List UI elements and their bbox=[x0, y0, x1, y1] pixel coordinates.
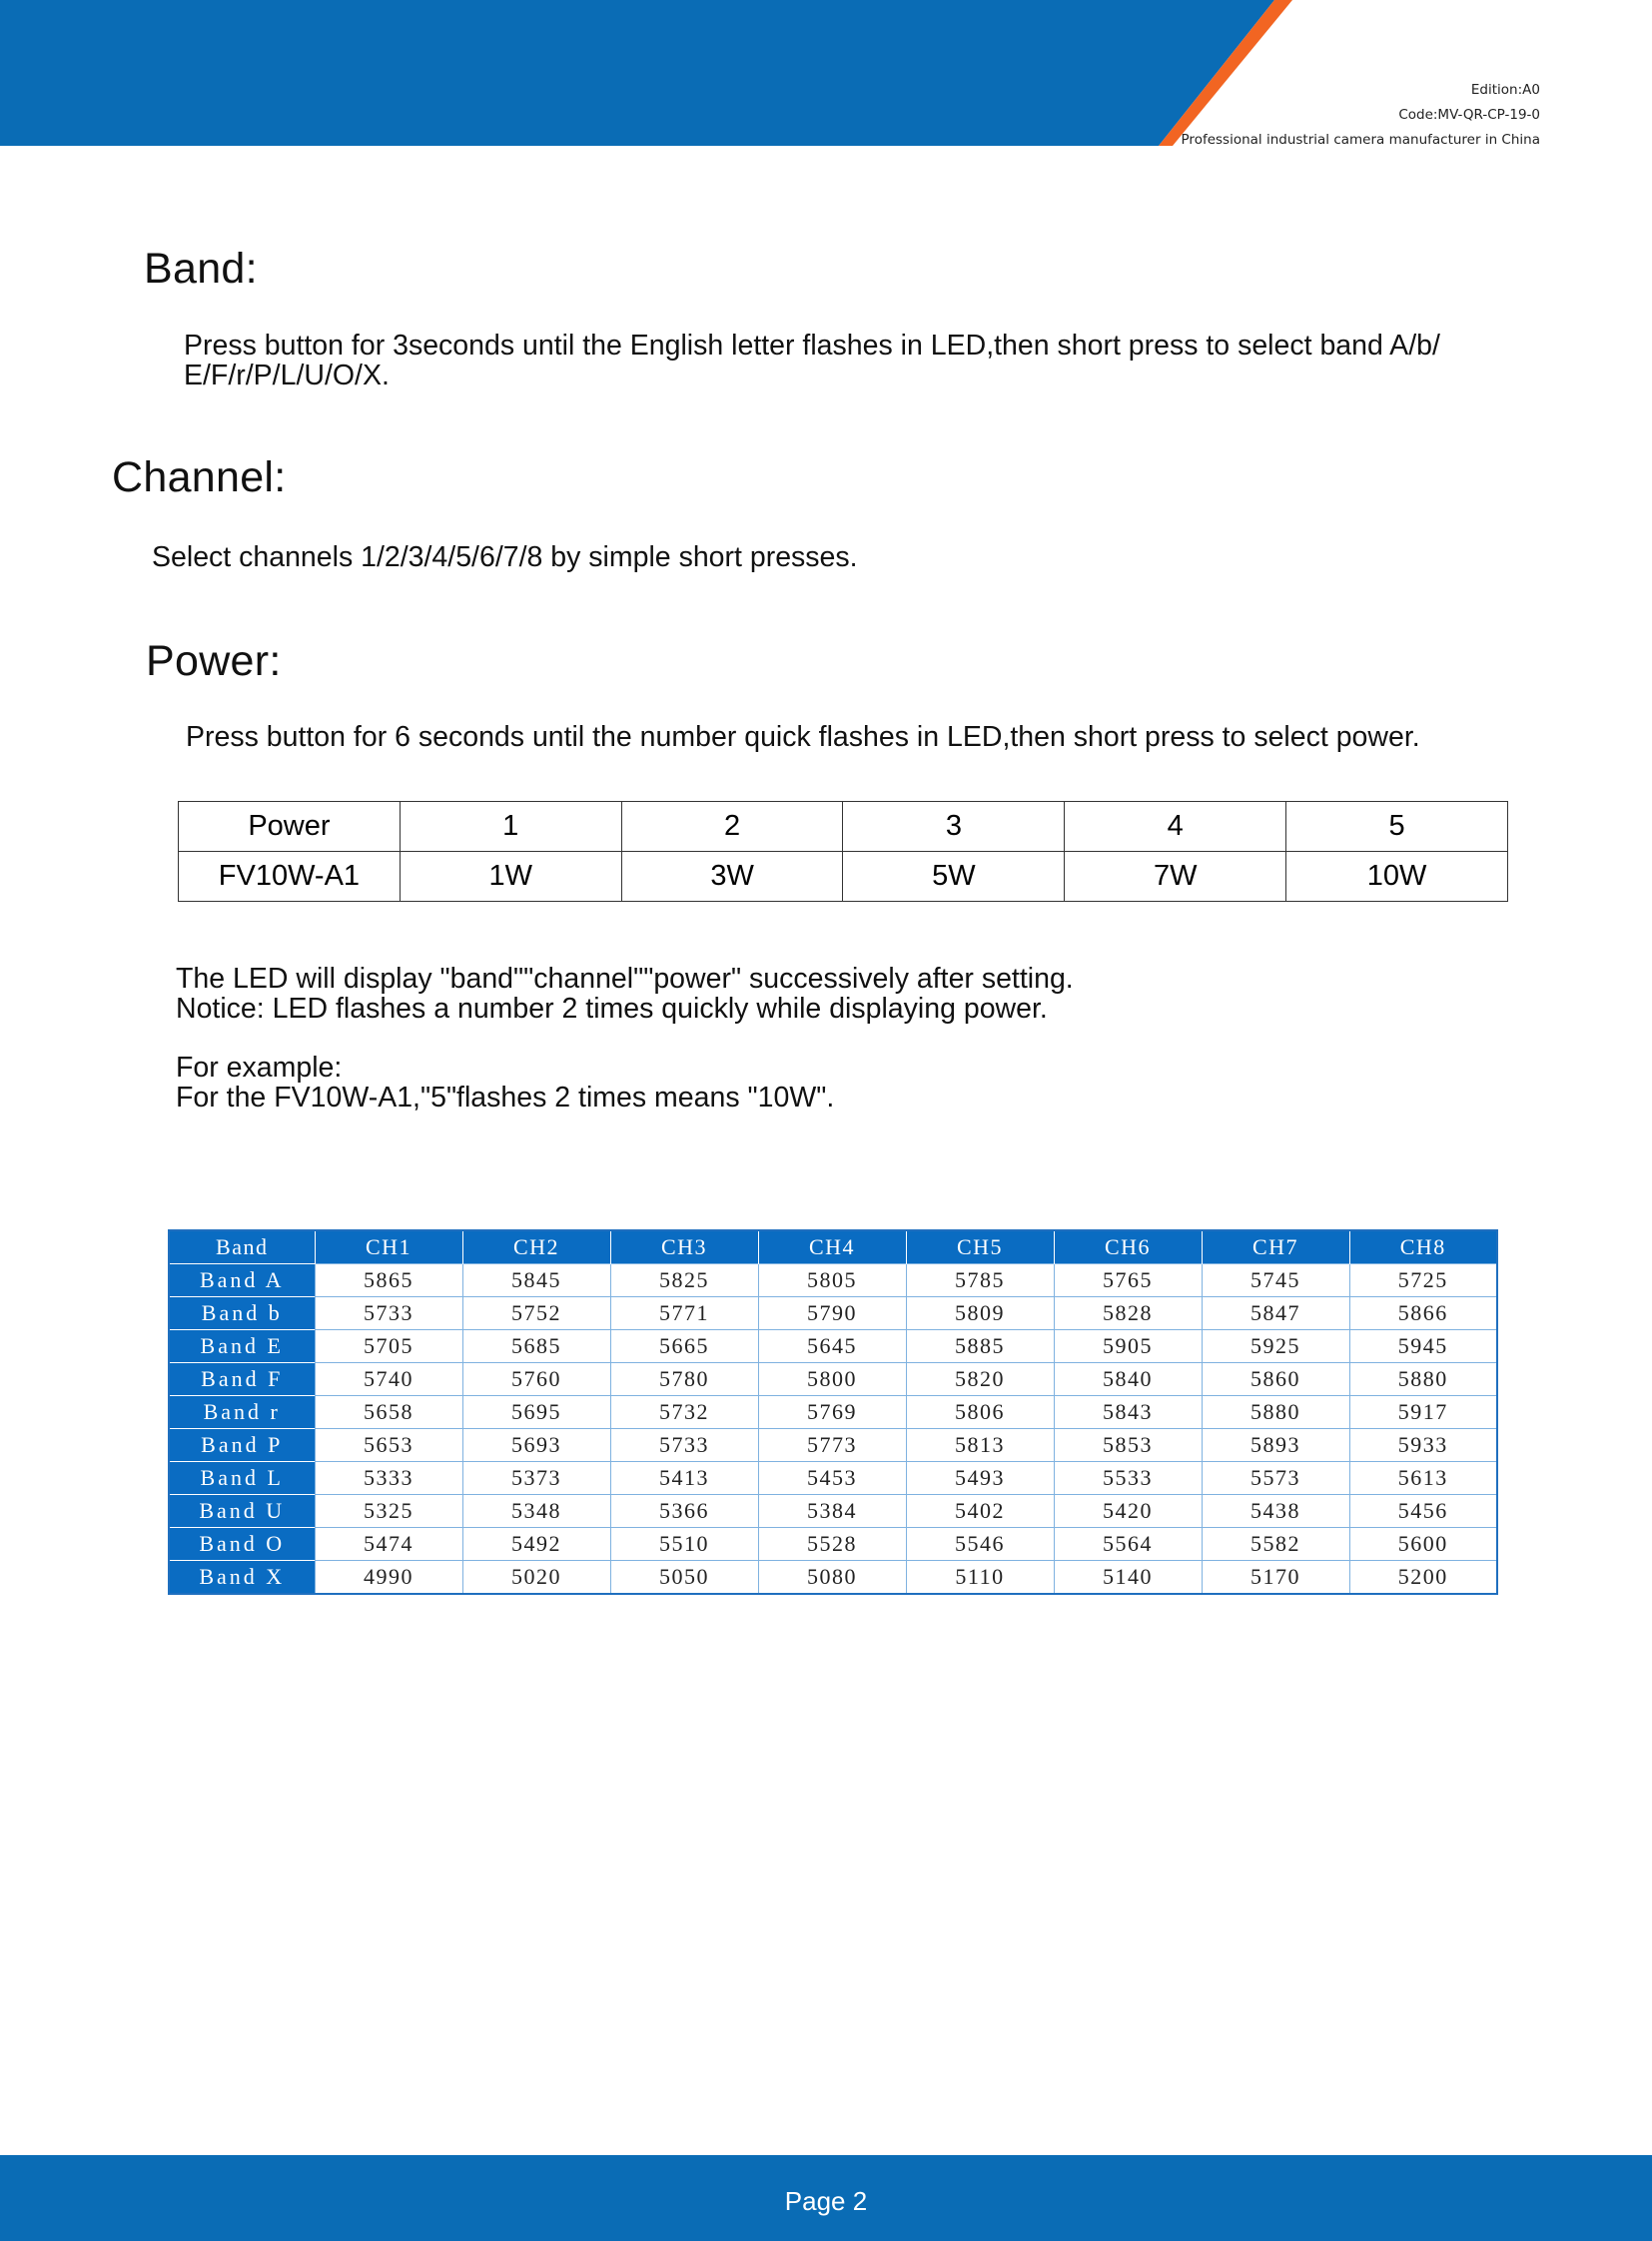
power-table-header-row bbox=[179, 802, 1508, 852]
frequency-cell: 5333 bbox=[315, 1462, 462, 1495]
frequency-cell: 5771 bbox=[610, 1297, 758, 1330]
frequency-cell: 5020 bbox=[462, 1561, 610, 1595]
table-row bbox=[169, 1297, 1497, 1330]
frequency-cell: 5945 bbox=[1349, 1330, 1497, 1363]
table-row bbox=[169, 1396, 1497, 1429]
frequency-cell: 5885 bbox=[906, 1330, 1054, 1363]
channel-instruction: Select channels 1/2/3/4/5/6/7/8 by simple short presses. bbox=[152, 541, 858, 573]
band-label: Band E bbox=[169, 1330, 315, 1363]
note-example-label: For example: bbox=[176, 1052, 343, 1084]
table-row bbox=[169, 1561, 1497, 1595]
frequency-cell: 5769 bbox=[758, 1396, 906, 1429]
frequency-cell: 5893 bbox=[1202, 1429, 1349, 1462]
frequency-cell: 5705 bbox=[315, 1330, 462, 1363]
power-instruction: Press button for 6 seconds until the number quick flashes in LED,then short press to select power. bbox=[186, 721, 1420, 753]
frequency-cell: 5865 bbox=[315, 1264, 462, 1297]
frequency-cell: 5528 bbox=[758, 1528, 906, 1561]
band-instruction-line1: Press button for 3seconds until the English letter flashes in LED,then short press to select band A/b/ bbox=[184, 330, 1440, 362]
channel-column-header: CH6 bbox=[1054, 1230, 1202, 1264]
band-label: Band F bbox=[169, 1363, 315, 1396]
table-row bbox=[169, 1462, 1497, 1495]
frequency-cell: 5453 bbox=[758, 1462, 906, 1495]
frequency-cell: 5685 bbox=[462, 1330, 610, 1363]
power-table-cell: 1 bbox=[400, 802, 621, 852]
frequency-cell: 5493 bbox=[906, 1462, 1054, 1495]
band-label: Band b bbox=[169, 1297, 315, 1330]
frequency-cell: 5847 bbox=[1202, 1297, 1349, 1330]
table-row bbox=[169, 1330, 1497, 1363]
power-table-cell: FV10W-A1 bbox=[179, 852, 401, 902]
band-label: Band O bbox=[169, 1528, 315, 1561]
frequency-cell: 5733 bbox=[315, 1297, 462, 1330]
frequency-cell: 5820 bbox=[906, 1363, 1054, 1396]
power-table-cell: Power bbox=[179, 802, 401, 852]
frequency-cell: 5780 bbox=[610, 1363, 758, 1396]
power-table-cell: 3 bbox=[843, 802, 1065, 852]
edition-label: Edition:A0 bbox=[1470, 82, 1540, 98]
power-table-cell: 5W bbox=[843, 852, 1065, 902]
page-number: Page 2 bbox=[784, 2186, 868, 2216]
channel-column-header: CH1 bbox=[315, 1230, 462, 1264]
table-row bbox=[169, 1429, 1497, 1462]
frequency-cell: 5665 bbox=[610, 1330, 758, 1363]
frequency-cell: 5853 bbox=[1054, 1429, 1202, 1462]
band-label: Band r bbox=[169, 1396, 315, 1429]
band-heading: Band: bbox=[144, 245, 258, 293]
frequency-cell: 5805 bbox=[758, 1264, 906, 1297]
frequency-cell: 5645 bbox=[758, 1330, 906, 1363]
header-blue-shape bbox=[0, 0, 1274, 146]
frequency-cell: 5828 bbox=[1054, 1297, 1202, 1330]
channel-column-header: CH8 bbox=[1349, 1230, 1497, 1264]
frequency-cell: 5860 bbox=[1202, 1363, 1349, 1396]
frequency-cell: 5809 bbox=[906, 1297, 1054, 1330]
frequency-cell: 5492 bbox=[462, 1528, 610, 1561]
band-instruction-line2: E/F/r/P/L/U/O/X. bbox=[184, 360, 390, 391]
frequency-cell: 5384 bbox=[758, 1495, 906, 1528]
frequency-cell: 5402 bbox=[906, 1495, 1054, 1528]
band-label: Band U bbox=[169, 1495, 315, 1528]
band-label: Band P bbox=[169, 1429, 315, 1462]
frequency-cell: 5806 bbox=[906, 1396, 1054, 1429]
document-code: Code:MV-QR-CP-19-0 bbox=[1398, 107, 1540, 123]
note-flash-notice: Notice: LED flashes a number 2 times quickly while displaying power. bbox=[176, 993, 1048, 1025]
band-label: Band X bbox=[169, 1561, 315, 1595]
table-row bbox=[169, 1528, 1497, 1561]
frequency-cell: 5925 bbox=[1202, 1330, 1349, 1363]
frequency-cell: 5564 bbox=[1054, 1528, 1202, 1561]
frequency-cell: 5413 bbox=[610, 1462, 758, 1495]
frequency-cell: 5474 bbox=[315, 1528, 462, 1561]
band-label: Band A bbox=[169, 1264, 315, 1297]
power-table-cell: 1W bbox=[400, 852, 621, 902]
channel-frequency-table bbox=[168, 1229, 1498, 1595]
power-heading: Power: bbox=[146, 637, 282, 685]
frequency-cell: 5140 bbox=[1054, 1561, 1202, 1595]
frequency-cell: 5725 bbox=[1349, 1264, 1497, 1297]
power-table-row bbox=[179, 852, 1508, 902]
frequency-cell: 5653 bbox=[315, 1429, 462, 1462]
frequency-cell: 5843 bbox=[1054, 1396, 1202, 1429]
power-table-cell: 7W bbox=[1065, 852, 1286, 902]
frequency-cell: 5110 bbox=[906, 1561, 1054, 1595]
frequency-cell: 5658 bbox=[315, 1396, 462, 1429]
note-display-sequence: The LED will display "band""channel""power" successively after setting. bbox=[176, 963, 1074, 995]
power-table bbox=[178, 801, 1508, 902]
frequency-cell: 5800 bbox=[758, 1363, 906, 1396]
frequency-cell: 5933 bbox=[1349, 1429, 1497, 1462]
channel-column-header: CH2 bbox=[462, 1230, 610, 1264]
power-table-cell: 2 bbox=[621, 802, 843, 852]
frequency-cell: 5740 bbox=[315, 1363, 462, 1396]
frequency-cell: 5438 bbox=[1202, 1495, 1349, 1528]
frequency-cell: 5905 bbox=[1054, 1330, 1202, 1363]
frequency-cell: 5733 bbox=[610, 1429, 758, 1462]
channel-column-header: CH7 bbox=[1202, 1230, 1349, 1264]
frequency-cell: 5348 bbox=[462, 1495, 610, 1528]
frequency-cell: 5546 bbox=[906, 1528, 1054, 1561]
frequency-cell: 5200 bbox=[1349, 1561, 1497, 1595]
frequency-cell: 5600 bbox=[1349, 1528, 1497, 1561]
frequency-cell: 5366 bbox=[610, 1495, 758, 1528]
frequency-cell: 5825 bbox=[610, 1264, 758, 1297]
frequency-cell: 4990 bbox=[315, 1561, 462, 1595]
frequency-cell: 5880 bbox=[1349, 1363, 1497, 1396]
band-label: Band L bbox=[169, 1462, 315, 1495]
header-info bbox=[1182, 78, 1540, 153]
frequency-cell: 5745 bbox=[1202, 1264, 1349, 1297]
table-row bbox=[169, 1495, 1497, 1528]
frequency-cell: 5456 bbox=[1349, 1495, 1497, 1528]
power-table-cell: 3W bbox=[621, 852, 843, 902]
table-row bbox=[169, 1264, 1497, 1297]
frequency-cell: 5325 bbox=[315, 1495, 462, 1528]
frequency-cell: 5693 bbox=[462, 1429, 610, 1462]
power-table-cell: 5 bbox=[1286, 802, 1508, 852]
frequency-cell: 5813 bbox=[906, 1429, 1054, 1462]
frequency-cell: 5752 bbox=[462, 1297, 610, 1330]
frequency-cell: 5845 bbox=[462, 1264, 610, 1297]
frequency-cell: 5582 bbox=[1202, 1528, 1349, 1561]
channel-heading: Channel: bbox=[112, 453, 287, 501]
channel-column-header: CH3 bbox=[610, 1230, 758, 1264]
frequency-cell: 5840 bbox=[1054, 1363, 1202, 1396]
frequency-cell: 5880 bbox=[1202, 1396, 1349, 1429]
channel-table-header-row bbox=[169, 1230, 1497, 1264]
frequency-cell: 5533 bbox=[1054, 1462, 1202, 1495]
company-tagline: Professional industrial camera manufacturer in China bbox=[1181, 132, 1540, 148]
frequency-cell: 5080 bbox=[758, 1561, 906, 1595]
frequency-cell: 5050 bbox=[610, 1561, 758, 1595]
frequency-cell: 5613 bbox=[1349, 1462, 1497, 1495]
frequency-cell: 5773 bbox=[758, 1429, 906, 1462]
band-column-header: Band bbox=[169, 1230, 315, 1264]
frequency-cell: 5765 bbox=[1054, 1264, 1202, 1297]
frequency-cell: 5760 bbox=[462, 1363, 610, 1396]
frequency-cell: 5866 bbox=[1349, 1297, 1497, 1330]
frequency-cell: 5732 bbox=[610, 1396, 758, 1429]
frequency-cell: 5573 bbox=[1202, 1462, 1349, 1495]
table-row bbox=[169, 1363, 1497, 1396]
frequency-cell: 5510 bbox=[610, 1528, 758, 1561]
note-example-text: For the FV10W-A1,"5"flashes 2 times means "10W". bbox=[176, 1082, 835, 1114]
frequency-cell: 5695 bbox=[462, 1396, 610, 1429]
frequency-cell: 5785 bbox=[906, 1264, 1054, 1297]
channel-column-header: CH5 bbox=[906, 1230, 1054, 1264]
frequency-cell: 5170 bbox=[1202, 1561, 1349, 1595]
frequency-cell: 5373 bbox=[462, 1462, 610, 1495]
frequency-cell: 5917 bbox=[1349, 1396, 1497, 1429]
power-table-cell: 4 bbox=[1065, 802, 1286, 852]
frequency-cell: 5420 bbox=[1054, 1495, 1202, 1528]
frequency-cell: 5790 bbox=[758, 1297, 906, 1330]
power-table-cell: 10W bbox=[1286, 852, 1508, 902]
channel-column-header: CH4 bbox=[758, 1230, 906, 1264]
